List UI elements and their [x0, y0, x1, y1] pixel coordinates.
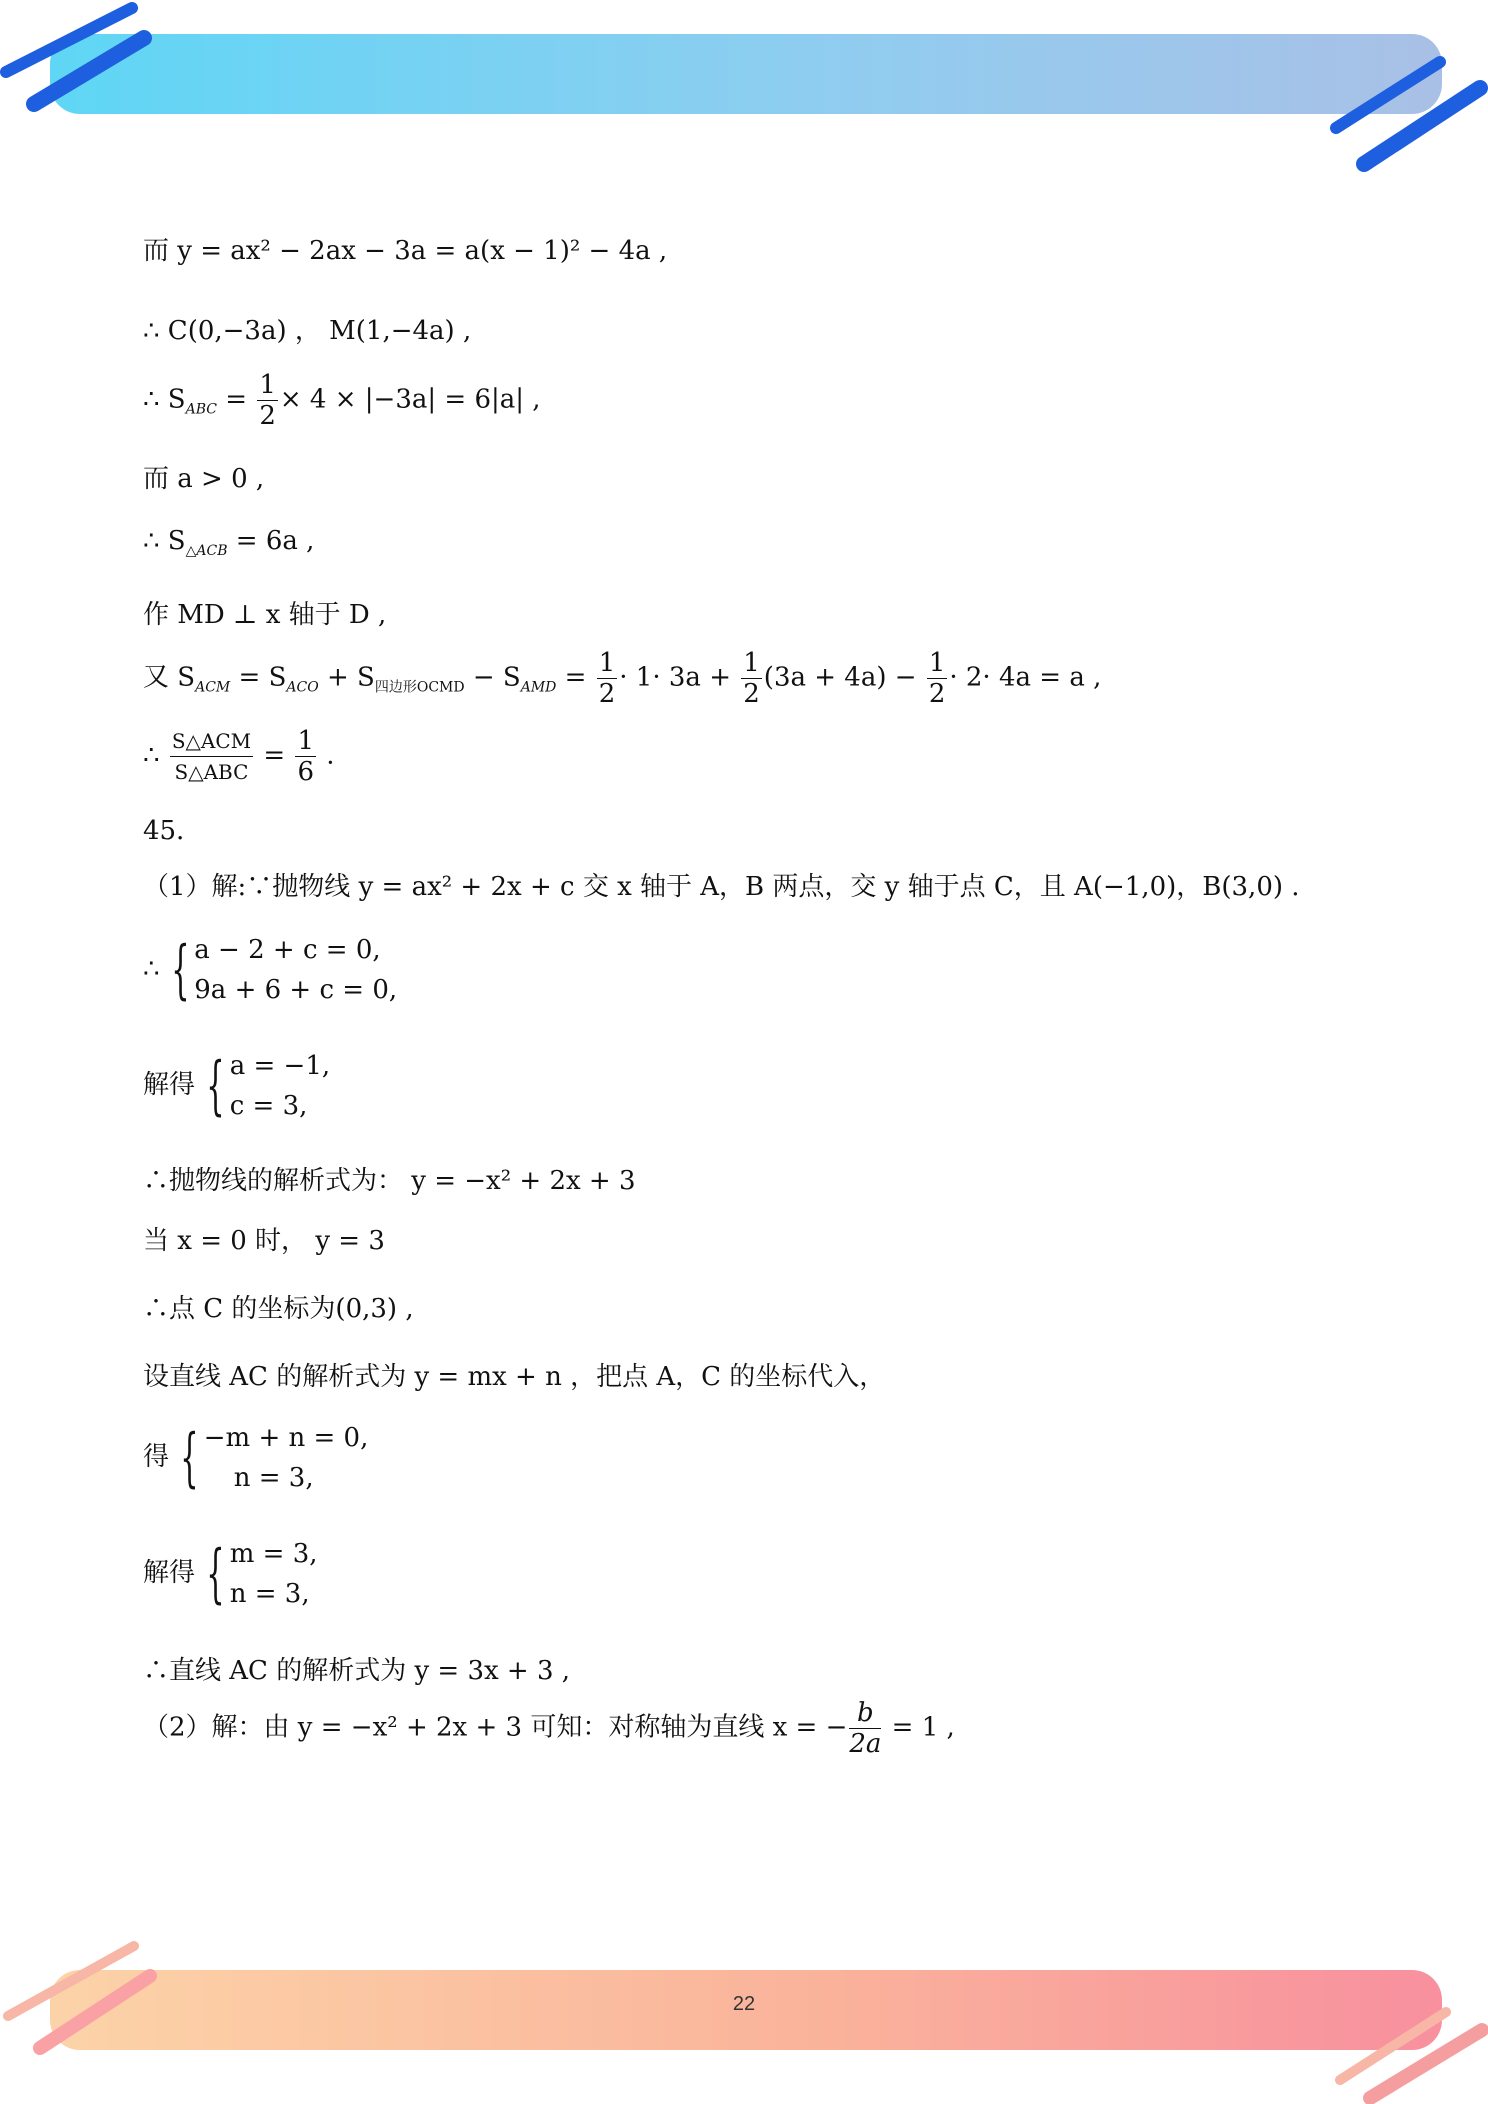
line-a-positive: 而 a > 0 , — [143, 464, 265, 494]
line-ac-setup: 设直线 AC 的解析式为 y = mx + n ，把点 A，C 的坐标代入， — [143, 1362, 886, 1392]
fraction-half: $\frac{1}{2}$ — [743, 648, 760, 709]
solution-1: 解得 { a = −1, c = 3, — [143, 1049, 331, 1123]
fraction-area-ratio: $\frac{\text{S△ACM}}{\text{S△ABC}}$ — [170, 726, 253, 787]
parabola-expression: ∴抛物线的解析式为： y = −x² + 2x + 3 — [143, 1166, 636, 1196]
line-points-cm: ∴ C(0,−3a) ， M(1,−4a) , — [143, 316, 472, 346]
page-number: 22 — [732, 1993, 756, 2015]
part1-statement: （1）解:∵抛物线 y = ax² + 2x + c 交 x 轴于 A，B 两点，交 y 轴于点 C，且 A(−1,0)，B(3,0) . — [143, 872, 1300, 902]
system-equations-1: ∴ { a − 2 + c = 0, 9a + 6 + c = 0, — [143, 933, 398, 1007]
part2-statement: （2）解：由 y = −x² + 2x + 3 可知：对称轴为直线 x = − $\frac{b}{2a}$ = 1 , — [143, 1698, 955, 1759]
line-area-abc: ∴ $S_{ABC}$ = $\frac{1}{2}$ × 4 × |−3a| = 6|a| , — [143, 370, 541, 431]
line-area-ratio: ∴ $\frac{\text{S△ACM}}{\text{S△ABC}}$ = $\frac{1}{6}$ . — [143, 726, 335, 787]
solution-2: 解得 { m = 3, n = 3, — [143, 1537, 318, 1611]
line-point-c: ∴点 C 的坐标为(0,3) , — [143, 1294, 414, 1324]
line-area-acb: ∴ $S_{\triangle ACB} = 6a$ , — [143, 526, 315, 559]
fraction-half: $\frac{1}{2}$ — [928, 648, 946, 709]
line-md-perpendicular: 作 MD ⊥ x 轴于 D , — [143, 600, 387, 630]
line-x-zero: 当 x = 0 时， y = 3 — [143, 1226, 385, 1256]
line-ac-expression: ∴直线 AC 的解析式为 y = 3x + 3 , — [143, 1656, 571, 1686]
fraction-b-over-2a: $\frac{b}{2a}$ — [849, 1698, 882, 1759]
system-equations-2: 得 { −m + n = 0, n = 3, — [143, 1421, 369, 1495]
line-area-acm: 又 $S_{ACM} = S_{ACO} + S_{四边形OCMD} - S_{AMD}$ = $\frac{1}{2}$ · 1· 3a + $\frac{1}{2}$ (3a + 4a) − $\frac{1}{2}$ · 2· 4a = a , — [143, 648, 1102, 709]
line-vertex-form: 而 y = ax² − 2ax − 3a = a(x − 1)² − 4a , — [143, 236, 668, 266]
fraction-half: $\frac{1}{2}$ — [598, 648, 616, 709]
fraction-half: $\frac{1}{2}$ — [259, 370, 276, 431]
fraction-sixth: $\frac{1}{6}$ — [297, 726, 314, 787]
question-number: 45． — [143, 816, 203, 846]
